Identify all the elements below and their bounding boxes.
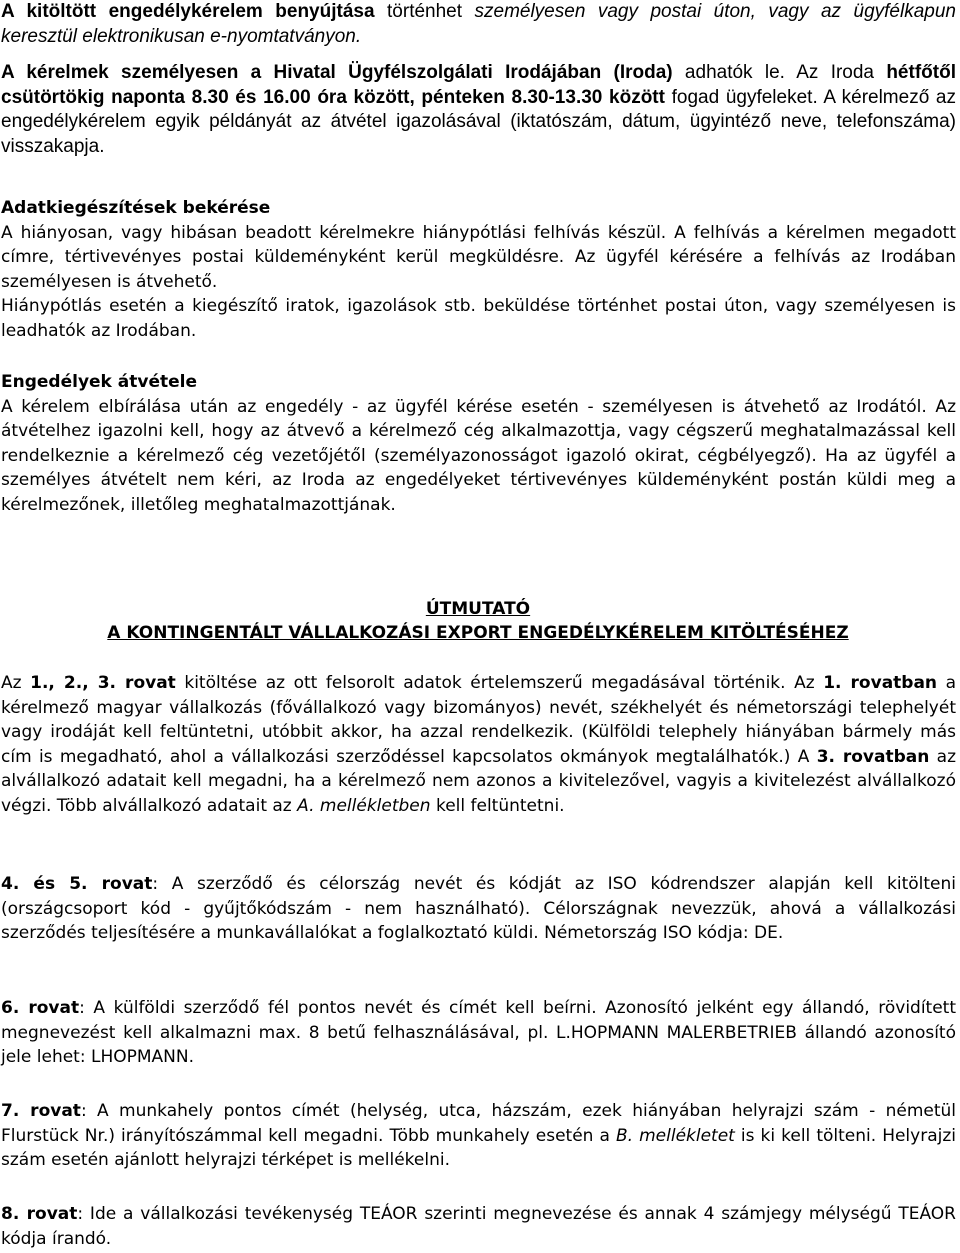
r123-t1: Az [1,673,31,693]
intro-paragraph-1 [0,0,956,49]
r123-b3: 3. rovatban [816,746,930,767]
engedelyek-section [0,370,956,517]
adatkieg-paragraph-2: Hiánypótlás esetén a kiegészítő iratok, igazolások stb. beküldése történhet postai úton, vagy személyesen is leadhatók az Irodában. [1,296,956,341]
intro-section [0,0,956,49]
intro-italic: személyesen vagy postai úton, vagy az ügyfélkapun keresztül elektronikusan e-nyomtatványon. [1,1,956,47]
engedelyek-heading-text: Engedélyek átvétele [1,372,197,392]
utmutato-subtitle: A KONTINGENTÁLT VÁLLALKOZÁSI EXPORT ENGEDÉLYKÉRELEM KITÖLTÉSÉHEZ [107,623,849,643]
adatkieg-heading [0,196,956,221]
rovat-6 [0,996,956,1070]
rovat-6-paragraph [0,996,956,1070]
r7-t2: is ki kell tölteni. Helyrajzi szám esetén ajánlott helyrajzi térképet is mellékelni. [1,1125,956,1170]
r45-b1: 4. és 5. rovat [1,874,153,894]
hours-bold: hétfőtől csütörtökig naponta 8.30 és 16.00 óra között, pénteken 8.30-13.30 között [1,62,956,108]
utmutato-title: ÚTMUTATÓ [425,599,531,619]
adatkieg-paragraph-1: A hiányosan, vagy hibásan beadott kérelmekre hiánypótlási felhívás készül. A felhívás a kérelmen megadott címre, tértivevényes postai küldeményként kerül megküldésre. Az ügyfél kérésére a felhívás az Irodában személyesen is átvehető. [1,222,956,292]
office-text: adhatók le. Az Iroda [672,62,887,83]
r6-t1: : A külföldi szerződő fél pontos nevét és címét kell beírni. Azonosító jelként egy állandó, rövidített megnevezést kell alkalmazni max. 8 betű felhasználásával, pl. L.HOPMANN MALERBETRIEB állandó azonosító jele lehet: LHOPMANN. [1,998,957,1067]
utmutato-title-block [0,597,956,645]
intro-paragraph-2 [0,61,956,159]
r8-b1: 8. rovat [1,1204,78,1224]
intro-lead-bold: A kitöltött engedélykérelem benyújtása [1,1,375,22]
r123-t5: kell feltüntetni. [430,795,565,816]
r6-b1: 6. rovat [1,998,80,1018]
intro-section-2 [0,61,956,159]
rovat-4-5-paragraph [0,872,956,946]
rovat-8-paragraph [0,1202,956,1251]
r123-i1: A. mellékletben [297,795,431,816]
rovat-1-2-3 [0,671,956,818]
r123-t3: a kérelmező magyar vállalkozás (fővállalkozó vagy bizományos) nevét, székhelyét és németországi telephelyét vagy irodáját kell feltüntetni, utóbbit akkor, ha azzal rendelkezik. (Külföldi telephely hiányában bármely más cím is megadható, ahol a vállalkozási szerződéssel kapcsolatos okmányok megtalálhatók.) A [1,673,957,767]
r7-i1: B. mellékletet [615,1125,735,1146]
rovat-4-5 [0,872,956,946]
rovat-7 [0,1099,956,1173]
r7-b1: 7. rovat [1,1101,81,1121]
r123-t4: az alvállalkozó adatait kell megadni, ha a kérelmező nem azonos a kivitelezővel, vagyis a kivitelezést alvállalkozó végzi. Több alvállalkozó adatait az [1,746,956,816]
adatkieg-section [0,196,956,343]
engedelyek-paragraph: A kérelem elbírálása után az engedély - az ügyfél kérése esetén - személyesen is átvehető az Irodától. Az átvételhez igazolni kell, hogy az átvevő a kérelmező cég alkalmazottja, vagy cégszerű meghatalmazással kell rendelkeznie a kérelmező cég vezetőjétől (személyazonosságot igazoló okirat, cégbélyegző). Ha az ügyfél a személyes átvételt nem kéri, az Iroda az engedélyeket tértivevényes küldeményként postán küldi meg a kérelmezőnek, illetőleg meghatalmazottjának. [1,396,956,515]
adatkieg-heading-text: Adatkiegészítések bekérése [1,198,271,218]
rovat-8 [0,1202,956,1251]
rovat-7-paragraph [0,1099,956,1173]
engedelyek-heading [0,370,956,395]
r8-t1: : Ide a vállalkozási tevékenység TEÁOR szerinti megnevezése és annak 4 számjegy mélységű TEÁOR kódja írandó. [1,1204,956,1249]
hours-text: fogad ügyfeleket. A kérelmező az engedélykérelem egyik példányát az átvétel igazolásával (iktatószám, dátum, ügyintéző neve, telefonszáma) visszakapja. [1,86,956,157]
rovat-1-2-3-paragraph [0,671,956,818]
r123-t2: kitöltése az ott felsorolt adatok értelemszerű megadásával történik. Az [175,673,824,693]
r7-t1: : A munkahely pontos címét (helység, utca, házszám, ezek hiányában helyrajzi szám - németül Flurstück Nr.) irányítószámmal kell megadni. Több munkahely esetén a [1,1101,956,1146]
intro-text: történhet [374,1,475,22]
r45-t1: : A szerződő és célország nevét és kódját az ISO kódrendszer alapján kell kitölteni (országcsoport kód - gyűjtőkódszám - nem használható). Célországnak nevezzük, ahová a vállalkozási szerződés teljesítésére a munkavállalókat a foglalkoztató küldi. Németország ISO kódja: DE. [1,874,956,943]
r123-b1: 1., 2., 3. rovat [30,673,176,693]
office-bold: A kérelmek személyesen a Hivatal Ügyfélszolgálati Irodájában (Iroda) [1,62,673,83]
r123-b2: 1. rovatban [823,673,938,693]
